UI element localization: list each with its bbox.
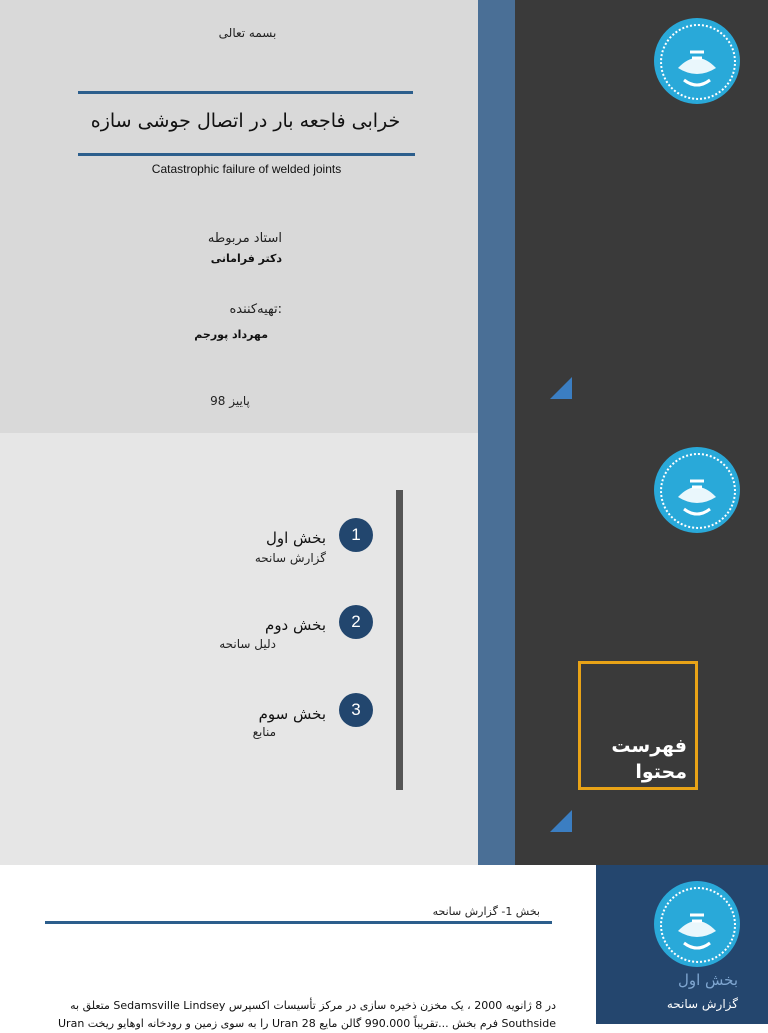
date-text: پاییز 98 <box>210 394 250 408</box>
supervisor-name: دکتر فرامانی <box>210 252 282 265</box>
toc-vertical-bar <box>396 490 403 790</box>
title-panel <box>0 0 478 433</box>
university-logo-icon <box>654 881 740 967</box>
toc-item-title[interactable]: بخش دوم <box>265 616 326 634</box>
body-line: Southside فرم بخش ...تقریباً 990.000 گالن مایع 28 Uran را به سوی زمین و رودخانه اوهایو ریخت Uran <box>58 1017 556 1030</box>
bismillah-text: بسمه تعالی <box>218 26 277 40</box>
university-logo-icon <box>654 447 740 533</box>
toc-item-subtitle: گزارش سانحه <box>254 551 326 565</box>
sidebar-section-title: بخش اول <box>677 971 738 989</box>
university-logo-icon <box>654 18 740 104</box>
body-paragraph <box>40 997 556 1033</box>
toc-item-title[interactable]: بخش اول <box>265 529 326 547</box>
section-sidebar <box>596 865 768 1024</box>
section-heading: بخش 1- گزارش سانحه <box>432 905 540 918</box>
toc-item-number: 2 <box>339 605 373 639</box>
section-heading-rule <box>45 921 552 924</box>
brand-panel <box>515 433 768 865</box>
toc-item-subtitle: منابع <box>252 725 276 739</box>
title-bottom-rule <box>78 153 415 156</box>
corner-triangle-icon <box>550 810 572 832</box>
toc-item-number: 1 <box>339 518 373 552</box>
author-name: مهرداد پورجم <box>194 328 268 341</box>
supervisor-label: استاد مربوطه <box>207 231 282 246</box>
sidebar-section-subtitle: گزارش سانحه <box>666 997 738 1011</box>
section-body-panel <box>0 865 596 1030</box>
toc-panel <box>0 433 478 865</box>
title-top-rule <box>78 91 413 94</box>
brand-panel <box>515 0 768 433</box>
toc-title-line2: محتوا <box>635 761 687 783</box>
title-english: Catastrophic failure of welded joints <box>151 162 342 176</box>
toc-title-line1: فهرست <box>611 735 687 757</box>
toc-title <box>605 733 687 785</box>
author-label: :تهیه‌کننده <box>229 302 282 317</box>
body-line: در 8 ژانویه 2000 ، یک مخزن ذخیره سازی در مرکز تأسیسات اکسپرس Sedamsville Lindsey متعلق به <box>70 999 556 1012</box>
toc-item-subtitle: دلیل سانحه <box>219 637 276 651</box>
accent-stripe <box>478 0 515 433</box>
accent-stripe <box>478 433 515 865</box>
corner-triangle-icon <box>550 377 572 399</box>
slide-toc <box>0 433 768 865</box>
slide-title <box>0 0 768 433</box>
toc-item-number: 3 <box>339 693 373 727</box>
toc-item-title[interactable]: بخش سوم <box>258 705 326 723</box>
title-persian: خرابی فاجعه بار در اتصال جوشی سازه <box>90 110 401 132</box>
slide-section-1 <box>0 865 768 1030</box>
